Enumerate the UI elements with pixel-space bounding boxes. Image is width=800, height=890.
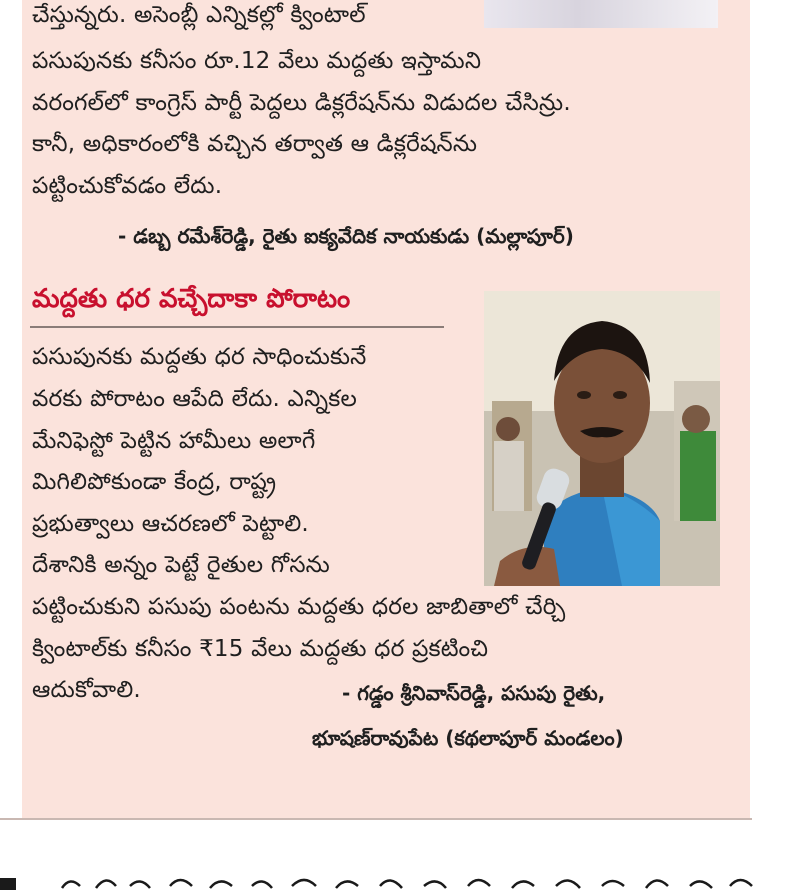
heading-underline	[30, 326, 444, 328]
next-article-cutoff	[0, 872, 800, 890]
top-photo-fragment	[484, 0, 718, 28]
body-line: మేనిఫెస్టో పెట్టిన హామీలు అలాగే	[32, 428, 316, 454]
attribution-bottom-line2: భూషణ్‌రావుపేట (కథలాపూర్ మండలం)	[312, 726, 624, 750]
body-line: పట్టించుకోవడం లేదు.	[32, 173, 223, 199]
cutoff-text-fragment	[0, 872, 800, 890]
body-line: వరంగల్‌లో కాంగ్రెస్ పార్టీ పెద్దలు డిక్లరేషన్‌ను విడుదల చేసిన్రు.	[32, 90, 571, 116]
body-line: పసుపునకు మద్దతు ధర సాధించుకునే	[32, 344, 367, 370]
body-line: ప్రభుత్వాలు ఆచరణలో పెట్టాలి.	[32, 511, 309, 537]
attribution-bottom-line1: - గడ్డం శ్రీనివాస్‌రెడ్డి, పసుపు రైతు,	[342, 681, 606, 705]
body-line: దేశానికి అన్నం పెట్టే రైతుల గోసను	[32, 552, 330, 578]
panel-bottom-rule	[0, 818, 752, 820]
body-line: వరకు పోరాటం ఆపేది లేదు. ఎన్నికల	[32, 386, 357, 412]
farmer-photo	[484, 291, 720, 586]
farmer-photo-drawing	[484, 291, 720, 586]
body-line: కానీ, అధికారంలోకి వచ్చిన తర్వాత ఆ డిక్లరేషన్‌ను	[32, 131, 478, 157]
body-line: చేస్తున్నరు. అసెంబ్లీ ఎన్నికల్లో క్వింటాల్	[32, 2, 366, 28]
body-line: పసుపునకు కనీసం రూ.12 వేలు మద్దతు ఇస్తామని	[32, 48, 482, 74]
attribution-top: - డబ్బ రమేశ్‌రెడ్డి, రైతు ఐక్యవేదిక నాయకుడు (మల్లాపూర్)	[118, 224, 574, 248]
body-line: మిగిలిపోకుండా కేంద్ర, రాష్ట్ర	[32, 469, 277, 495]
section-heading: మద్దతు ధర వచ్చేదాకా పోరాటం	[32, 284, 351, 314]
body-line: క్వింటాల్‌కు కనీసం ₹15 వేలు మద్దతు ధర ప్రకటించి	[32, 636, 489, 662]
body-line: పట్టించుకుని పసుపు పంటను మద్దతు ధరల జాబితాలో చేర్చి	[32, 594, 566, 620]
body-line: ఆదుకోవాలి.	[32, 677, 141, 703]
